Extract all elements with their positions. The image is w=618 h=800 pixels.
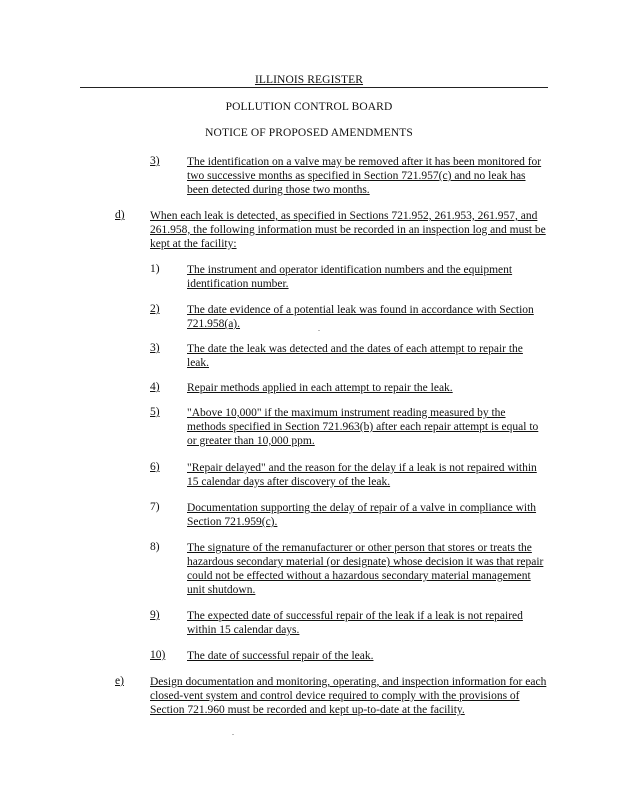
- item-text: The identification on a valve may be removed after it has been monitored for two successive months as specified in Section 721.957(c) and no leak has been detected during those two months.: [187, 156, 542, 196]
- item-marker: 3): [150, 342, 160, 354]
- board-title: POLLUTION CONTROL BOARD: [225, 101, 393, 113]
- stray-dot: .: [318, 324, 320, 333]
- item-marker: 10): [150, 649, 166, 661]
- item-marker: d): [115, 209, 125, 221]
- item-text: Documentation supporting the delay of repair of a valve in compliance with Section 721.959(c).: [187, 502, 537, 528]
- item-text: The date the leak was detected and the dates of each attempt to repair the leak.: [187, 343, 523, 369]
- item-marker: e): [115, 675, 124, 687]
- item-text: The instrument and operator identification numbers and the equipment identification number.: [187, 264, 513, 290]
- stray-dot: .: [232, 728, 234, 737]
- item-text: The signature of the remanufacturer or other person that stores or treats the hazardous secondary material (or designate) whose decision it was that repair could not be effected without a hazardous secondary material management unit shutdown.: [187, 542, 544, 596]
- item-text: The date of successful repair of the leak.: [187, 650, 374, 662]
- item-marker: 4): [150, 381, 160, 393]
- item-text: "Above 10,000" if the maximum instrument reading measured by the methods specified in Section 721.963(b) after each repair attempt is equal to or greater than 10,000 ppm.: [187, 407, 539, 447]
- item-text: The date evidence of a potential leak was found in accordance with Section 721.958(a).: [187, 304, 534, 330]
- item-marker: 5): [150, 406, 160, 418]
- item-text: Design documentation and monitoring, operating, and inspection information for each closed-vent system and control device required to comply with the provisions of Section 721.960 must be recorded and kept up-to-date at the facility.: [150, 676, 547, 716]
- register-title: ILLINOIS REGISTER: [254, 74, 364, 86]
- notice-title: NOTICE OF PROPOSED AMENDMENTS: [205, 127, 413, 139]
- item-marker: 1): [150, 263, 160, 275]
- item-text: "Repair delayed" and the reason for the delay if a leak is not repaired within 15 calendar days after discovery of the leak.: [187, 462, 537, 488]
- item-marker: 3): [150, 155, 160, 167]
- item-text: Repair methods applied in each attempt to repair the leak.: [187, 382, 453, 394]
- item-marker: 9): [150, 609, 160, 621]
- item-text: The expected date of successful repair of the leak if a leak is not repaired within 15 calendar days.: [187, 610, 523, 636]
- item-marker: 7): [150, 501, 160, 513]
- item-text: When each leak is detected, as specified in Sections 721.952, 261.953, 261.957, and 261.958, the following information must be recorded in an inspection log and must be kept at the facility:: [150, 210, 546, 250]
- item-marker: 6): [150, 461, 160, 473]
- header-rule: [80, 87, 548, 88]
- item-marker: 8): [150, 541, 160, 553]
- item-marker: 2): [150, 303, 160, 315]
